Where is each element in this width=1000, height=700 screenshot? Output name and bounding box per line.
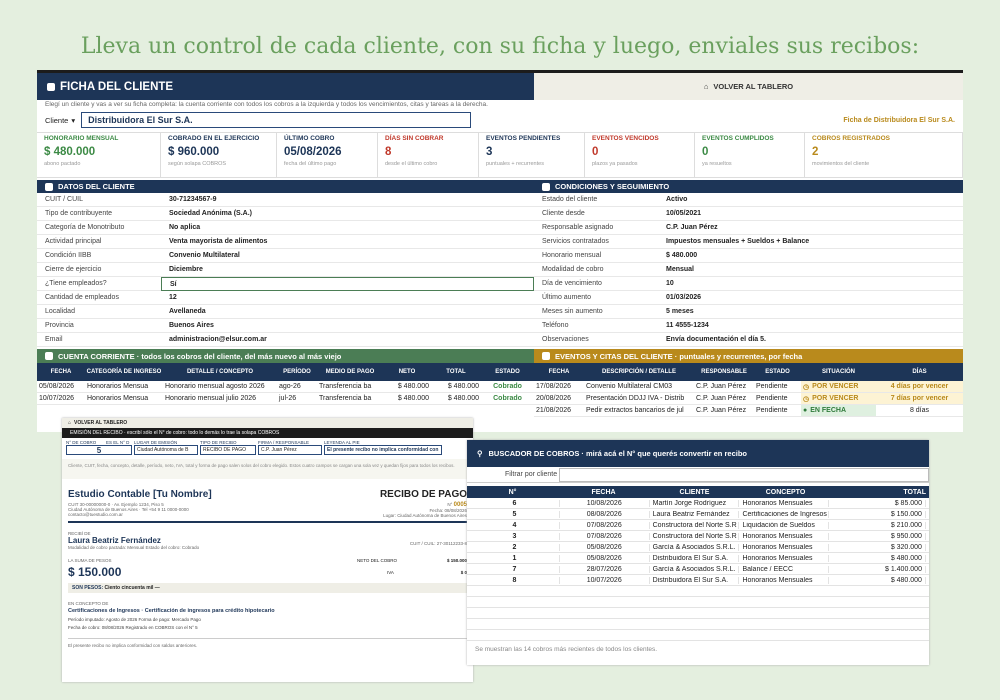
studio-line-3: contacto@tuestudio.com.ar <box>68 512 123 517</box>
table-cell: García & Asociados S.R.L. <box>650 566 740 573</box>
field-value: Impuestos mensuales + Sueldos + Balance <box>666 237 810 245</box>
field-value: Sociedad Anónima (S.A.) <box>169 209 252 217</box>
filter-input[interactable] <box>559 468 929 482</box>
table-cell: Distribuidora El Sur S.A. <box>650 577 740 584</box>
recibo-footer: El presente recibo no implica conformidad con saldos anteriores. <box>68 643 198 648</box>
recibo-field-input[interactable]: 5 <box>66 445 132 455</box>
table-cell: Presentación DDJJ IVA - Distrib <box>586 395 685 402</box>
field-value[interactable]: Sí <box>161 277 534 291</box>
search-icon: ⚲ <box>477 449 483 458</box>
table-cell: Honorarios Mensuales <box>739 577 829 584</box>
kpi-sub: puntuales + recurrentes <box>486 161 544 167</box>
iva-value: $ 0 <box>460 570 467 575</box>
field-label: CUIT / CUIL <box>45 196 83 203</box>
kpi-card <box>479 133 585 177</box>
kpi-card <box>37 133 161 177</box>
field-label: Meses sin aumento <box>542 308 603 315</box>
buscador-panel <box>467 440 929 665</box>
field-label: Estado del cliente <box>542 196 598 203</box>
num-label: N° <box>447 502 453 507</box>
place-label: Lugar: <box>383 513 396 518</box>
kv-row <box>534 207 963 221</box>
kpi-card <box>161 133 277 177</box>
document-icon <box>542 183 550 191</box>
table-row <box>467 630 929 641</box>
kv-row <box>37 305 534 319</box>
field-value: administracion@elsur.com.ar <box>169 335 267 343</box>
kv-row <box>534 221 963 235</box>
kpi-label: EVENTOS PENDIENTES <box>486 135 561 142</box>
table-cell: 6 <box>470 500 560 507</box>
table-cell: C.P. Juan Pérez <box>696 407 747 414</box>
table-cell: Honorarios Mensuales <box>739 533 829 540</box>
table-row <box>467 608 929 619</box>
recibo-note: Cliente, CUIT, fecha, concepto, detalle, período, neto, IVA, total y forma de pago salen solos del cobro elegido. Estos cuatro campos se cargan una sola vez y quedan fijos para todos los recibos. <box>62 459 473 479</box>
table-cell: Honorarios Mensua <box>87 383 149 390</box>
column-header: FECHA <box>50 368 72 375</box>
table-cell: Honorario mensual julio 2026 <box>165 395 257 402</box>
headline: Lleva un control de cada cliente, con su ficha y luego, enviales sus recibos: <box>80 34 920 59</box>
table-cell: C.P. Juan Pérez <box>696 383 747 390</box>
table-row <box>534 381 963 393</box>
field-label: Último aumento <box>542 294 592 301</box>
calendar-icon <box>542 352 550 360</box>
table-row[interactable] <box>467 553 929 564</box>
column-header: TOTAL <box>903 488 926 496</box>
table-row[interactable] <box>467 564 929 575</box>
kpi-row <box>37 132 963 178</box>
clock-icon: ◷ <box>803 395 810 403</box>
table-row[interactable] <box>467 542 929 553</box>
column-header: CATEGORÍA DE INGRESO <box>86 368 162 375</box>
kv-row <box>534 319 963 333</box>
table-cell: 1 <box>470 555 560 562</box>
buscador-table-header <box>467 486 929 498</box>
recibo-panel <box>62 418 473 682</box>
recibo-field-input[interactable]: RECIBO DE PAGO <box>200 445 256 455</box>
table-cell: Constructora del Norte S.R <box>650 533 740 540</box>
field-value: C.P. Juan Pérez <box>666 223 718 231</box>
kv-row <box>37 193 534 207</box>
table-cell: Convenio Multilateral CM03 <box>586 383 672 390</box>
kpi-value: 2 <box>812 146 819 158</box>
filter-label: Filtrar por cliente <box>505 471 558 478</box>
table-cell: 8 <box>470 577 560 584</box>
kv-row <box>37 291 534 305</box>
recibo-field-label: N° DE COBRO <box>66 440 97 445</box>
recibo-amount: $ 150.000 <box>68 565 122 579</box>
table-row[interactable] <box>467 509 929 520</box>
kpi-label: EVENTOS VENCIDOS <box>592 135 659 142</box>
kv-row <box>37 207 534 221</box>
iva-label: IVA <box>387 570 394 575</box>
field-value: 10/05/2021 <box>666 209 702 217</box>
cuit-label: CUIT / CUIL: <box>409 541 436 546</box>
fecha-cobro-text: Fecha de cobro: 08/08/2026 Registrado en COBROS con el N° 5 <box>68 625 198 630</box>
table-cell: Laura Beatriz Fernández <box>650 511 740 518</box>
table-cell: $ 480.000 <box>447 395 479 402</box>
kpi-label: HONORARIO MENSUAL <box>44 135 119 142</box>
situacion-label: EN FECHA <box>810 407 847 414</box>
table-cell: 17/08/2026 <box>536 383 572 390</box>
field-label: Servicios contratados <box>542 238 609 245</box>
kpi-card <box>378 133 479 177</box>
table-cell: Liquidación de Sueldos <box>739 522 829 529</box>
field-label: Provincia <box>45 322 74 329</box>
table-cell: 07/08/2026 <box>560 522 650 529</box>
column-header: DESCRIPCIÓN / DETALLE <box>602 368 676 375</box>
table-cell: Martín Jorge Rodríguez <box>650 500 740 507</box>
table-cell: $ 480.000 <box>829 555 926 562</box>
table-row <box>467 597 929 608</box>
kv-row <box>37 333 534 347</box>
studio-line-1: CUIT 30-00000000-0 · Av. Ejemplo 1234, Piso 5 <box>68 502 164 507</box>
field-value: 10 <box>666 279 674 287</box>
field-label: Teléfono <box>542 322 569 329</box>
table-cell: Transferencia ba <box>319 395 372 402</box>
table-row <box>467 586 929 597</box>
table-row[interactable] <box>467 531 929 542</box>
recibo-date: 08/08/2026 <box>444 508 467 513</box>
table-cell: 05/08/2026 <box>560 555 650 562</box>
column-header: PERÍODO <box>283 368 311 375</box>
field-label: Modalidad de cobro <box>542 266 604 273</box>
kpi-sub: plazos ya pasados <box>592 161 638 167</box>
kv-row <box>37 221 534 235</box>
table-cell: 3 <box>470 533 560 540</box>
ev-table-header <box>534 363 963 381</box>
home-icon: ⌂ <box>68 420 72 426</box>
field-value: Envía documentación el día 5. <box>666 335 766 343</box>
table-cell: 08/08/2026 <box>560 511 650 518</box>
person-icon <box>45 183 53 191</box>
check-circle-icon: ● <box>803 407 808 414</box>
table-cell: 4 <box>470 522 560 529</box>
table-cell: jul-26 <box>279 395 297 402</box>
field-label: Responsable asignado <box>542 224 614 231</box>
client-label: Cliente <box>45 115 69 125</box>
field-value: 01/03/2026 <box>666 293 702 301</box>
kpi-label: EVENTOS CUMPLIDOS <box>702 135 774 142</box>
column-header: DETALLE / CONCEPTO <box>186 368 254 375</box>
kpi-value: 0 <box>592 146 599 158</box>
cuenta-corriente-header: CUENTA CORRIENTE · todos los cobros del cliente, del más nuevo al más viejo <box>37 349 534 363</box>
recibo-field-label: FIRMA / RESPONSABLE <box>258 440 310 445</box>
column-header: FECHA <box>548 368 570 375</box>
table-cell: 21/08/2026 <box>536 407 572 414</box>
eventos-header: EVENTOS Y CITAS DEL CLIENTE · puntuales y recurrentes, por fecha <box>534 349 963 363</box>
kpi-card <box>695 133 805 177</box>
table-cell: Balance / EECC <box>739 566 829 573</box>
field-value: Buenos Aires <box>169 321 214 329</box>
kv-row <box>534 249 963 263</box>
table-cell: Honorarios Mensua <box>87 395 149 402</box>
table-cell: 7 <box>470 566 560 573</box>
home-icon: ⌂ <box>703 82 709 91</box>
kv-row <box>534 263 963 277</box>
table-cell: $ 320.000 <box>829 544 926 551</box>
recibi-label: RECIBÍ DE <box>68 531 91 536</box>
kpi-value: 8 <box>385 146 392 158</box>
kpi-value: 3 <box>486 146 493 158</box>
instructions: Elegí un cliente y vas a ver su ficha completa: la cuenta corriente con todos los cobros a la izquierda y todos los vencimientos, citas y tareas a la derecha. <box>45 101 488 108</box>
kv-row <box>534 193 963 207</box>
situacion-label: POR VENCER <box>812 395 859 402</box>
neto-value: $ 150.000 <box>446 558 467 563</box>
table-cell: $ 480.000 <box>397 383 429 390</box>
kv-row <box>534 291 963 305</box>
table-cell: 05/08/2026 <box>39 383 75 390</box>
field-label: Cliente desde <box>542 210 585 217</box>
recibo-back-button[interactable]: ⌂ VOLVER AL TABLERO <box>62 418 473 428</box>
table-cell: $ 480.000 <box>829 577 926 584</box>
field-value: Convenio Multilateral <box>169 251 240 259</box>
column-header: N° <box>508 488 517 496</box>
table-cell: 10/08/2026 <box>560 500 650 507</box>
recibo-bar: EMISIÓN DEL RECIBO · escribí sólo el N° de cobro: todo lo demás lo trae la solapa COBROS <box>62 428 473 438</box>
table-cell: 05/08/2026 <box>560 544 650 551</box>
table-cell: $ 150.000 <box>829 511 926 518</box>
clock-icon: ◷ <box>803 383 810 391</box>
field-label: Categoría de Monotributo <box>45 224 125 231</box>
kpi-value: $ 960.000 <box>168 146 220 158</box>
recibo-field-label: LUGAR DE EMISIÓN <box>134 440 178 445</box>
datos-header: DATOS DEL CLIENTE <box>37 180 534 193</box>
kpi-card <box>277 133 378 177</box>
kpi-label: DÍAS SIN COBRAR <box>385 135 444 142</box>
table-cell: 07/08/2026 <box>560 533 650 540</box>
field-value: 11 4555-1234 <box>666 321 709 329</box>
kpi-card <box>805 133 963 177</box>
field-value: Mensual <box>666 265 695 273</box>
table-row <box>534 405 963 417</box>
field-label: Localidad <box>45 308 75 315</box>
amount-words: Ciento cincuenta mil — <box>104 585 160 591</box>
ficha-topbar <box>37 73 963 100</box>
table-cell: Pedir extractos bancarios de jul <box>586 407 684 414</box>
table-cell: Honorarios Mensuales <box>739 544 829 551</box>
table-cell: 10/07/2026 <box>560 577 650 584</box>
concepto-text: Certificaciones de Ingresos · Certificación de ingresos para crédito hipotecario <box>68 608 275 614</box>
kpi-card <box>585 133 695 177</box>
table-cell: Certificaciones de Ingresos <box>739 511 829 518</box>
table-cell <box>801 405 876 416</box>
kv-row <box>37 319 534 333</box>
table-cell: Pendiente <box>756 407 788 414</box>
table-cell: Pendiente <box>756 383 788 390</box>
table-row <box>37 381 534 393</box>
table-cell: $ 85.000 <box>829 500 926 507</box>
table-row[interactable] <box>467 498 929 509</box>
kv-row <box>534 333 963 347</box>
back-to-dashboard-button[interactable]: ⌂ VOLVER AL TABLERO <box>534 73 963 100</box>
kv-row <box>37 235 534 249</box>
kpi-label: COBRADO EN EL EJERCICIO <box>168 135 260 142</box>
recibo-field-input[interactable]: Ciudad Autónoma de B <box>134 445 198 455</box>
field-label: Email <box>45 336 63 343</box>
column-header: FECHA <box>591 488 616 496</box>
kv-row <box>534 235 963 249</box>
table-cell: 28/07/2026 <box>560 566 650 573</box>
field-label: Cantidad de empleados <box>45 294 119 301</box>
column-header: TOTAL <box>446 368 466 375</box>
column-header: NETO <box>398 368 416 375</box>
cc-table-header <box>37 363 534 381</box>
condiciones-header: CONDICIONES Y SEGUIMIENTO <box>534 180 963 193</box>
doc-title: RECIBO DE PAGO <box>379 489 467 500</box>
field-label: Día de vencimiento <box>542 280 602 287</box>
kpi-label: ÚLTIMO COBRO <box>284 135 335 142</box>
dropdown-icon: ▾ <box>71 115 76 125</box>
table-row[interactable] <box>467 575 929 586</box>
recibo-field-input[interactable]: El presente recibo no implica conformidad con <box>324 445 442 455</box>
table-cell: 10/07/2026 <box>39 395 75 402</box>
ficha-sheet <box>37 70 963 432</box>
table-cell: C.P. Juan Pérez <box>696 395 747 402</box>
studio-line-2: Ciudad Autónoma de Buenos Aires · Tel +54 9 11 0000-0000 <box>68 507 189 512</box>
field-label: Honorario mensual <box>542 252 602 259</box>
field-label: Tipo de contribuyente <box>45 210 113 217</box>
buscador-footer: Se muestran las 14 cobros más recientes de todos los clientes. <box>475 646 658 653</box>
table-cell: 5 <box>470 511 560 518</box>
column-header: RESPONSABLE <box>701 368 747 375</box>
kpi-value: 0 <box>702 146 709 158</box>
table-cell: Distribuidora El Sur S.A. <box>650 555 740 562</box>
table-cell: García & Asociados S.R.L. <box>650 544 740 551</box>
field-label: Actividad principal <box>45 238 102 245</box>
table-cell: 7 días por vencer <box>876 393 963 404</box>
table-cell <box>801 393 876 404</box>
situacion-label: POR VENCER <box>812 383 859 390</box>
table-row <box>37 393 534 405</box>
recibo-place: Ciudad Autónoma de Buenos Aires <box>397 513 467 518</box>
kpi-value: $ 480.000 <box>44 146 96 158</box>
periodo-text: Período imputado: Agosto de 2026 Forma de pago: Mercado Pago <box>68 617 201 622</box>
recipient-cuit: 27-30112233-8 <box>436 541 467 546</box>
table-cell: ago-26 <box>279 383 301 390</box>
column-header: CLIENTE <box>679 488 710 496</box>
field-value: Venta mayorista de alimentos <box>169 237 268 245</box>
table-cell: Cobrado <box>493 395 522 402</box>
kpi-sub: según solapa COBROS <box>168 161 227 167</box>
words-label: SON PESOS: <box>72 585 104 591</box>
field-value: Activo <box>666 195 688 203</box>
modalidad-text: Modalidad de cobro pactada: Mensual Estado del cobro: Cobrado <box>68 545 200 550</box>
field-label: ¿Tiene empleados? <box>45 280 107 287</box>
table-cell: 4 días por vencer <box>876 381 963 392</box>
field-label: Condición IIBB <box>45 252 92 259</box>
kpi-sub: fecha del último pago <box>284 161 337 167</box>
table-cell: 20/08/2026 <box>536 395 572 402</box>
kpi-sub: desde el último cobro <box>385 161 438 167</box>
column-header: CONCEPTO <box>765 488 806 496</box>
field-value: 12 <box>169 293 177 301</box>
square-icon <box>45 352 53 360</box>
client-ficha-label: Ficha de Distribuidora El Sur S.A. <box>843 116 955 124</box>
table-cell: 2 <box>470 544 560 551</box>
field-value: Diciembre <box>169 265 203 273</box>
concepto-label: EN CONCEPTO DE <box>68 601 109 606</box>
recibo-field-label: TIPO DE RECIBO <box>200 440 237 445</box>
column-header: DÍAS <box>912 368 927 375</box>
kpi-sub: ya resueltos <box>702 161 732 167</box>
recibo-field-label: ES EL N° D <box>106 440 130 445</box>
kpi-sub: abono pactado <box>44 161 81 167</box>
recibo-number: 0005 <box>453 502 467 508</box>
buscador-header: ⚲ BUSCADOR DE COBROS · mirá acá el N° que querés convertir en recibo <box>467 440 929 467</box>
recipient-name: Laura Beatriz Fernández <box>68 536 161 545</box>
column-header: MEDIO DE PAGO <box>325 368 375 375</box>
table-cell: Honorario mensual agosto 2026 <box>165 383 265 390</box>
table-cell: $ 210.000 <box>829 522 926 529</box>
field-label: Cierre de ejercicio <box>45 266 102 273</box>
table-cell: Pendiente <box>756 395 788 402</box>
neto-label: NETO DEL COBRO <box>357 558 398 563</box>
column-header: SITUACIÓN <box>822 368 855 375</box>
ficha-title: FICHA DEL CLIENTE <box>60 80 174 93</box>
kv-row <box>37 249 534 263</box>
table-cell: 8 días <box>909 407 930 414</box>
date-label: Fecha: <box>429 508 444 513</box>
table-cell: Honorarios Mensuales <box>739 555 829 562</box>
table-cell: $ 1.400.000 <box>829 566 926 573</box>
field-value: Avellaneda <box>169 307 206 315</box>
client-select[interactable]: Distribuidora El Sur S.A. <box>81 112 471 128</box>
kpi-value: 05/08/2026 <box>284 146 342 158</box>
suma-label: LA SUMA DE PESOS <box>68 558 112 563</box>
table-row <box>534 393 963 405</box>
key-icon <box>47 83 55 91</box>
column-header: ESTADO <box>495 368 520 375</box>
table-cell: Honorarios Mensuales <box>739 500 829 507</box>
kv-row <box>37 277 534 291</box>
studio-name: Estudio Contable [Tu Nombre] <box>68 489 212 500</box>
kv-row <box>534 277 963 291</box>
table-cell: $ 950.000 <box>829 533 926 540</box>
table-cell: Transferencia ba <box>319 383 372 390</box>
table-cell: $ 480.000 <box>447 383 479 390</box>
recibo-field-label: LEYENDA AL PIE <box>324 440 360 445</box>
field-value: 30-71234567-9 <box>169 195 217 203</box>
column-header: ESTADO <box>765 368 790 375</box>
field-value: 5 meses <box>666 307 694 315</box>
field-value: $ 480.000 <box>666 251 698 259</box>
field-value: No aplica <box>169 223 201 231</box>
kpi-sub: movimientos del cliente <box>812 161 870 167</box>
recibo-field-input[interactable]: C.P. Juan Pérez <box>258 445 322 455</box>
kv-row <box>534 305 963 319</box>
table-cell: Constructora del Norte S.R <box>650 522 740 529</box>
kpi-label: COBROS REGISTRADOS <box>812 135 891 142</box>
table-cell: $ 480.000 <box>397 395 429 402</box>
table-cell <box>801 381 876 392</box>
table-row[interactable] <box>467 520 929 531</box>
field-label: Observaciones <box>542 336 589 343</box>
kv-row <box>37 263 534 277</box>
table-cell: Cobrado <box>493 383 522 390</box>
table-row <box>467 619 929 630</box>
